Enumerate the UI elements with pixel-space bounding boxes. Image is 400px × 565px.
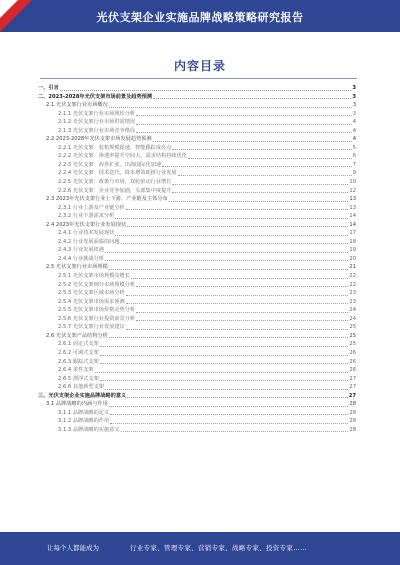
toc-entry-page-number: 20 [349, 255, 356, 262]
toc-entry-label: 2.3.2 行业下游需求分析 [58, 213, 115, 220]
toc-entry-label: 2.1.1 光伏支架行业市场现状分析 [58, 110, 136, 117]
toc-entry-label: 2.5 光伏支架行业市场规模 [46, 264, 108, 271]
toc-dot-leader [109, 406, 349, 407]
toc-dot-leader [100, 355, 349, 356]
table-of-contents [38, 84, 356, 434]
toc-dot-leader [162, 166, 352, 167]
toc-entry-page-number: 26 [349, 367, 356, 374]
toc-entry-label: 一、引言 [38, 85, 59, 91]
toc-dot-leader [105, 260, 348, 261]
toc-entry[interactable] [38, 178, 356, 187]
toc-entry-page-number: 4 [352, 136, 356, 143]
toc-entry-page-number: 26 [349, 358, 356, 365]
toc-entry-page-number: 25 [349, 341, 356, 348]
toc-entry-page-number: 3 [352, 110, 356, 117]
toc-entry-label: 2.5.7 光伏支架行业发展建议 [58, 324, 125, 331]
page-header [0, 0, 400, 32]
toc-entry-page-number: 22 [349, 281, 356, 288]
toc-entry-label: 2.4.2 行业发展面临的问题 [58, 238, 120, 245]
toc-dot-leader [100, 380, 349, 381]
toc-entry[interactable] [38, 110, 356, 119]
toc-entry-label: 2.4.1 行业技术发展现状 [58, 230, 115, 237]
toc-dot-leader [126, 329, 349, 330]
toc-entry[interactable] [38, 152, 356, 161]
toc-entry-page-number: 6 [352, 153, 356, 160]
toc-entry[interactable] [38, 409, 356, 418]
toc-entry-page-number: 25 [349, 332, 356, 339]
toc-dot-leader [153, 141, 352, 142]
toc-entry-label: 2.2.6 光伏支架：企业竞争加剧，头部集中度提升 [58, 187, 172, 194]
toc-entry-label: 2.5.4 光伏支架市场需求预测 [58, 298, 125, 305]
toc-entry-label: 2.6.3 跟踪式支架 [58, 358, 99, 365]
toc-entry-page-number: 27 [348, 392, 356, 399]
toc-entry-page-number: 13 [349, 204, 356, 211]
toc-entry-page-number: 4 [352, 119, 356, 126]
toc-dot-leader [110, 423, 348, 424]
toc-entry-label: 3.1.3 品牌战略的实施意义 [58, 426, 120, 433]
toc-entry[interactable] [38, 101, 356, 110]
toc-entry-page-number: 27 [349, 384, 356, 391]
toc-dot-leader [153, 98, 351, 99]
toc-dot-leader [100, 363, 349, 364]
toc-entry-label: 2.4.4 行业挑战分析 [58, 255, 104, 262]
toc-entry[interactable] [38, 272, 356, 281]
footer-slogan: 让每个人都能成为 [47, 544, 99, 552]
toc-dot-leader [115, 218, 348, 219]
toc-entry[interactable] [38, 281, 356, 290]
toc-dot-leader [136, 320, 348, 321]
toc-entry-page-number: 27 [349, 375, 356, 382]
toc-dot-leader [172, 149, 351, 150]
toc-dot-leader [126, 303, 349, 304]
toc-entry-label: 2.2.4 光伏支架：技术迭代，降本增效助推行业发展 [58, 170, 177, 177]
toc-entry-label: 2.6.4 柔性支架 [58, 367, 94, 374]
toc-entry-label: 3.1 品牌战略的内涵与作用 [46, 401, 108, 408]
toc-entry[interactable] [38, 204, 356, 213]
toc-entry[interactable] [38, 221, 356, 230]
toc-entry-page-number: 26 [349, 349, 356, 356]
toc-entry-label: 2.3 2023年光伏支架行业上下游、产业链及主体分布 [46, 196, 168, 203]
toc-entry[interactable] [38, 212, 356, 221]
toc-entry-page-number: 22 [349, 273, 356, 280]
toc-dot-leader [172, 184, 348, 185]
toc-entry-label: 2.6.2 可调式支架 [58, 349, 99, 356]
toc-entry-page-number: 13 [349, 196, 356, 203]
toc-entry[interactable] [38, 161, 356, 170]
toc-dot-leader [131, 278, 348, 279]
toc-dot-leader [169, 201, 349, 202]
toc-entry-page-number: 12 [349, 187, 356, 194]
toc-dot-leader [109, 337, 349, 338]
toc-entry-label: 三、光伏支架企业实施品牌战略的意义 [38, 392, 127, 399]
toc-entry[interactable] [38, 169, 356, 178]
toc-entry[interactable] [38, 144, 356, 153]
toc-entry[interactable] [38, 349, 356, 358]
toc-entry[interactable] [38, 127, 356, 136]
toc-entry[interactable] [38, 366, 356, 375]
toc-entry[interactable] [38, 187, 356, 196]
toc-entry[interactable] [38, 195, 356, 204]
toc-entry-page-number: 21 [349, 264, 356, 271]
toc-entry-page-number: 3 [352, 93, 356, 100]
toc-entry-label: 3.1.2 品牌战略的作用 [58, 418, 110, 425]
toc-dot-leader [136, 115, 352, 116]
toc-entry-page-number: 25 [349, 324, 356, 331]
toc-entry-page-number: 28 [349, 418, 356, 425]
toc-entry-label: 2.2 2023-2028年光伏支架市场发展趋势预测 [46, 136, 152, 143]
toc-entry-label: 2.5.3 光伏支架区域市场分析 [58, 290, 125, 297]
toc-dot-leader [126, 295, 349, 296]
toc-entry[interactable] [38, 255, 356, 264]
toc-entry[interactable] [38, 118, 356, 127]
toc-dot-leader [178, 175, 352, 176]
toc-entry-label: 2.6.1 固定式支架 [58, 341, 99, 348]
toc-entry-page-number: 3 [352, 85, 356, 91]
toc-dot-leader [115, 235, 348, 236]
toc-entry-label: 2.2.2 光伏支架：渗透率提升空间大，需求结构持续优化 [58, 153, 187, 160]
toc-entry[interactable] [38, 238, 356, 247]
toc-entry-page-number: 9 [352, 170, 356, 177]
toc-dot-leader [100, 346, 349, 347]
toc-dot-leader [95, 372, 349, 373]
toc-entry[interactable] [38, 229, 356, 238]
toc-entry-page-number: 3 [352, 102, 356, 109]
toc-dot-leader [109, 107, 352, 108]
toc-entry-page-number: 23 [349, 290, 356, 297]
toc-dot-leader [127, 226, 348, 227]
toc-entry[interactable] [38, 358, 356, 367]
toc-entry[interactable] [38, 426, 356, 435]
toc-entry[interactable] [38, 383, 356, 392]
toc-dot-leader [172, 192, 348, 193]
toc-entry-page-number: 14 [349, 221, 356, 228]
toc-entry-page-number: 14 [349, 213, 356, 220]
toc-dot-leader [109, 269, 349, 270]
toc-entry-page-number: 10 [349, 179, 356, 186]
toc-entry-label: 二、2023-2028年光伏支架市场前景及趋势预测 [38, 93, 153, 100]
toc-entry-label: 2.6.6 其他新型支架 [58, 384, 104, 391]
toc-entry-label: 2.5.2 光伏支架细分市场规模分析 [58, 281, 136, 288]
page-footer [0, 532, 400, 565]
toc-entry-page-number: 28 [349, 426, 356, 433]
toc-entry-label: 2.4 2023年光伏支架行业发展现状 [46, 221, 127, 228]
toc-entry-page-number: 17 [349, 230, 356, 237]
toc-entry-label: 2.4.3 行业发展机遇 [58, 247, 104, 254]
toc-entry-label: 2.1 光伏支架行业市场概况 [46, 102, 108, 109]
toc-entry[interactable] [38, 135, 356, 144]
toc-entry[interactable] [38, 392, 356, 401]
toc-entry-label: 2.2.5 光伏支架：政策与市场，双轮驱动行业增长 [58, 179, 172, 186]
toc-dot-leader [127, 397, 348, 398]
toc-dot-leader [136, 132, 352, 133]
footer-expert-list: 行业专家、管理专家、营销专家、战略专家、投资专家…… [130, 544, 307, 552]
toc-dot-leader [188, 158, 352, 159]
toc-entry-label: 2.1.3 光伏支架行业市场竞争格局 [58, 127, 136, 134]
toc-entry[interactable] [38, 246, 356, 255]
toc-entry[interactable] [38, 332, 356, 341]
toc-heading: 内容目录 [173, 59, 226, 73]
toc-entry-label: 2.5.6 光伏支架行业投资前景分析 [58, 315, 136, 322]
toc-entry-label: 2.2.3 光伏支架：海外扩张，出海国际化加速 [58, 161, 162, 168]
toc-dot-leader [121, 431, 349, 432]
toc-entry-page-number: 5 [352, 144, 356, 151]
toc-entry-label: 3.1.1 品牌战略的定义 [58, 409, 110, 416]
toc-entry-page-number: 28 [349, 401, 356, 408]
toc-entry[interactable] [38, 417, 356, 426]
toc-entry[interactable] [38, 340, 356, 349]
toc-entry[interactable] [38, 306, 356, 315]
toc-divider [40, 78, 357, 79]
toc-entry[interactable] [38, 375, 356, 384]
toc-entry-page-number: 18 [349, 238, 356, 245]
toc-entry[interactable] [38, 323, 356, 332]
toc-entry[interactable] [38, 93, 356, 102]
toc-dot-leader [105, 389, 348, 390]
toc-entry-label: 2.6.5 漂浮式支架 [58, 375, 99, 382]
toc-dot-leader [136, 286, 348, 287]
toc-entry[interactable] [38, 298, 356, 307]
toc-dot-leader [105, 252, 348, 253]
toc-entry-page-number: 24 [349, 315, 356, 322]
toc-entry-page-number: 4 [352, 127, 356, 134]
toc-dot-leader [136, 312, 348, 313]
toc-entry-page-number: 28 [349, 409, 356, 416]
toc-dot-leader [60, 90, 352, 91]
toc-entry-page-number: 23 [349, 298, 356, 305]
toc-entry-label: 2.1.2 光伏支架行业市场供需情况 [58, 119, 136, 126]
toc-entry-page-number: 19 [349, 247, 356, 254]
toc-entry[interactable] [38, 289, 356, 298]
toc-entry[interactable] [38, 84, 356, 93]
toc-entry[interactable] [38, 400, 356, 409]
toc-entry-page-number: 7 [352, 161, 356, 168]
toc-entry-label: 2.5.5 光伏支架市场价格走势分析 [58, 307, 136, 314]
toc-entry[interactable] [38, 315, 356, 324]
toc-entry-label: 2.2.1 光伏支架：装机规模提速，智能跟踪成亮点 [58, 144, 172, 151]
toc-entry-label: 2.3.1 行业上游及产业链分析 [58, 204, 125, 211]
toc-entry-page-number: 24 [349, 307, 356, 314]
toc-dot-leader [126, 209, 349, 210]
toc-dot-leader [121, 243, 349, 244]
toc-entry[interactable] [38, 263, 356, 272]
toc-dot-leader [110, 414, 348, 415]
report-title: 光伏支架企业实施品牌战略策略研究报告 [96, 11, 304, 24]
toc-entry-label: 2.6 光伏支架产品结构分析 [46, 332, 108, 339]
toc-dot-leader [136, 124, 352, 125]
toc-entry-label: 2.5.1 光伏支架市场规模及增长 [58, 273, 130, 280]
